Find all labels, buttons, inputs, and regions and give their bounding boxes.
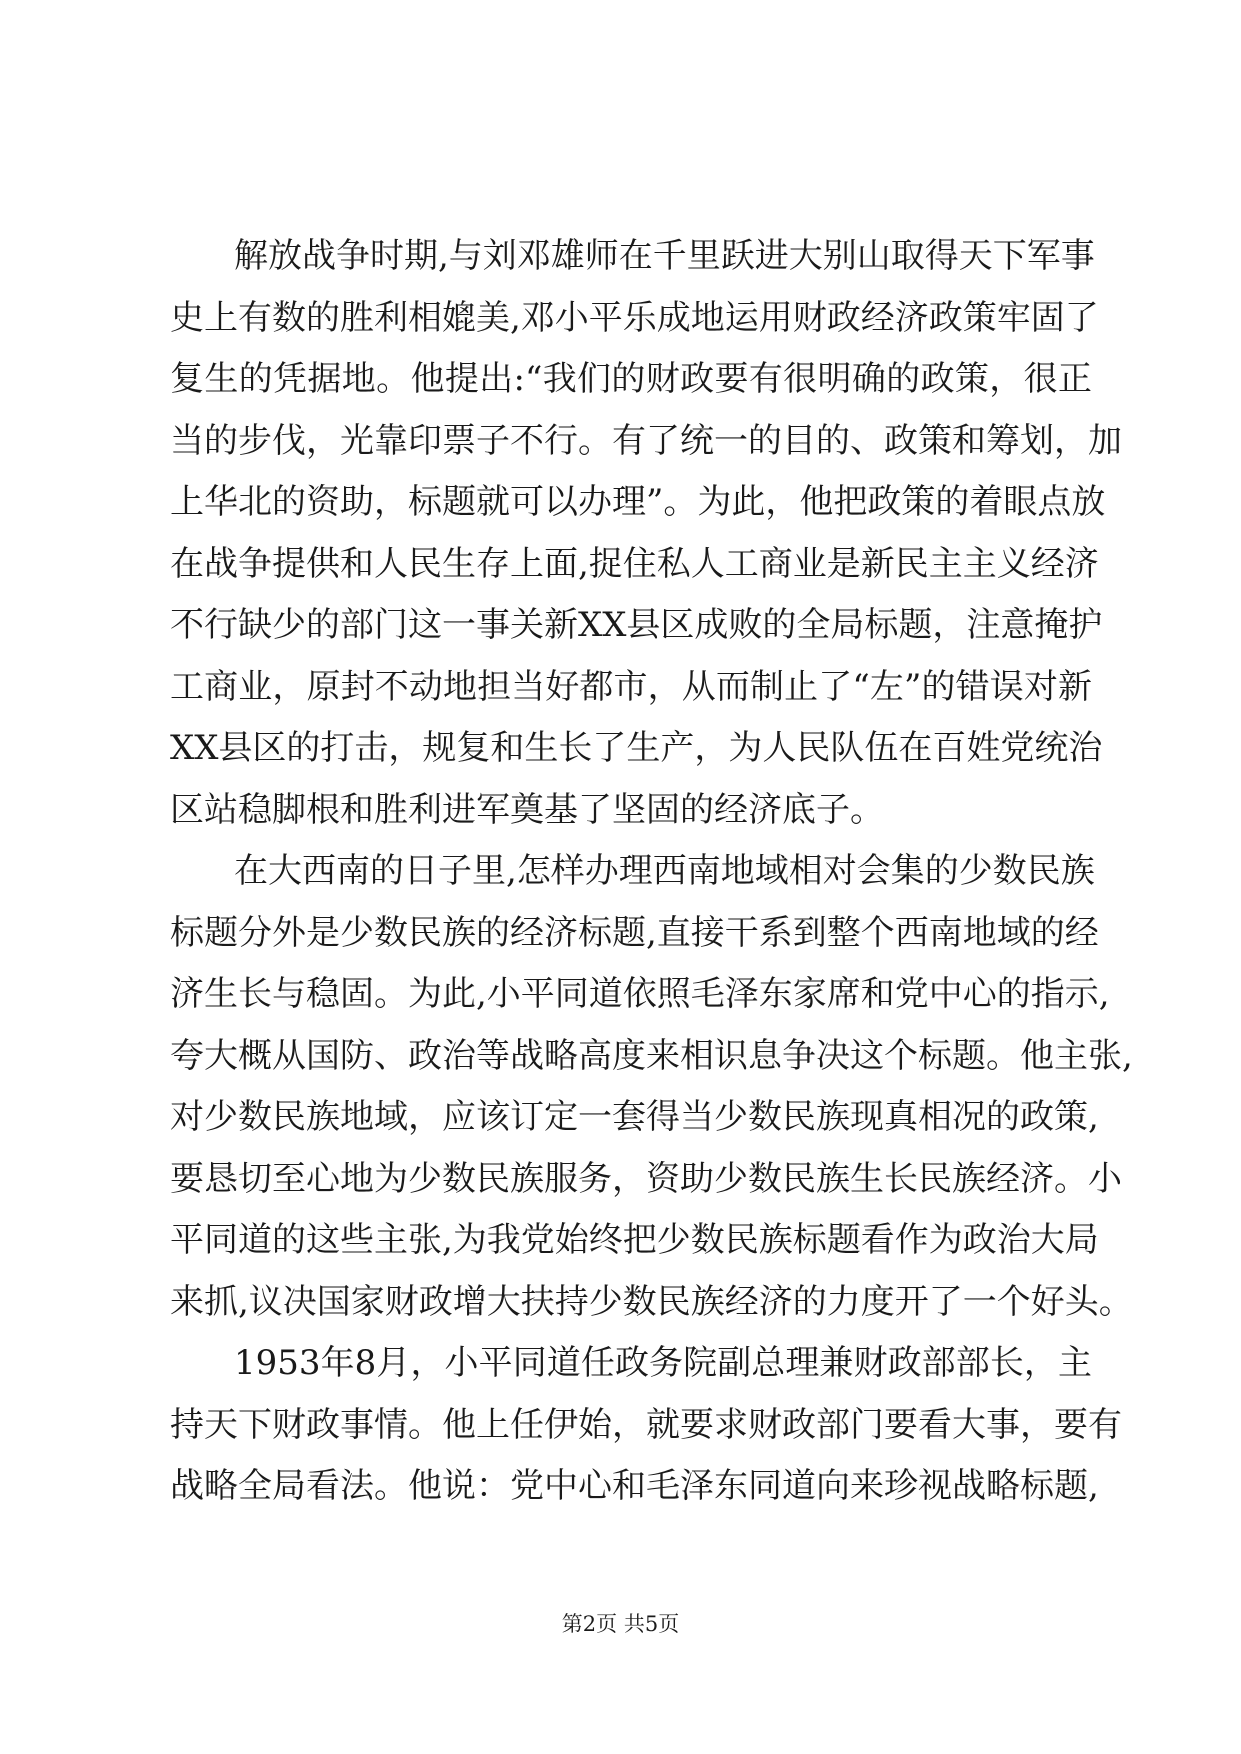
text-line: 对少数民族地域，应该订定一套得当少数民族现真相况的政策, (170, 1097, 1099, 1137)
text-line: 工商业，原封不动地担当好都市，从而制止了“左”的错误对新 (170, 666, 1092, 707)
text-line: 在大西南的日子里,怎样办理西南地域相对会集的少数民族 (234, 851, 1095, 891)
paragraph-1 (170, 226, 1122, 841)
text-line: 来抓,议决国家财政增大扶持少数民族经济的力度开了一个好头。 (170, 1281, 1133, 1322)
text-line: 要恳切至心地为少数民族服务，资助少数民族生长民族经济。小 (170, 1158, 1122, 1199)
text-line: 区站稳脚根和胜利进军奠基了坚固的经济底子。 (170, 789, 884, 830)
text-line: XX县区的打击，规复和生长了生产，为人民队伍在百姓党统治 (170, 728, 1103, 768)
text-line: 济生长与稳固。为此,小平同道依照毛泽东家席和党中心的指示, (170, 974, 1110, 1014)
text-line: 1953年8月，小平同道任政务院副总理兼财政部部长，主 (234, 1343, 1092, 1383)
body-text (170, 226, 1133, 1518)
text-line: 复生的凭据地。他提出:“我们的财政要有很明确的政策，很正 (170, 359, 1092, 399)
paragraph-2 (170, 841, 1133, 1333)
text-line: 在战争提供和人民生存上面,捉住私人工商业是新民主主义经济 (170, 543, 1099, 584)
text-line: 不行缺少的部门这一事关新XX县区成败的全局标题，注意掩护 (170, 605, 1103, 645)
text-line: 史上有数的胜利相媲美,邓小平乐成地运用财政经济政策牢固了 (170, 297, 1099, 338)
text-line: 标题分外是少数民族的经济标题,直接干系到整个西南地域的经 (170, 912, 1099, 953)
text-line: 战略全局看法。他说：党中心和毛泽东同道向来珍视战略标题, (170, 1466, 1099, 1506)
page-number-label: 第2页 共5页 (561, 1612, 680, 1636)
text-line: 上华北的资助，标题就可以办理”。为此，他把政策的着眼点放 (170, 482, 1106, 522)
text-line: 夸大概从国防、政治等战略高度来相识息争决这个标题。他主张, (170, 1035, 1133, 1076)
text-line: 平同道的这些主张,为我党始终把少数民族标题看作为政治大局 (170, 1220, 1099, 1260)
text-line: 持天下财政事情。他上任伊始，就要求财政部门要看大事，要有 (170, 1404, 1122, 1445)
page-footer (0, 1608, 1241, 1638)
paragraph-3 (170, 1333, 1122, 1518)
text-line: 解放战争时期,与刘邓雄师在千里跃进大别山取得天下军事 (234, 236, 1095, 276)
text-line: 当的步伐，光靠印票子不行。有了统一的目的、政策和筹划，加 (170, 420, 1122, 461)
